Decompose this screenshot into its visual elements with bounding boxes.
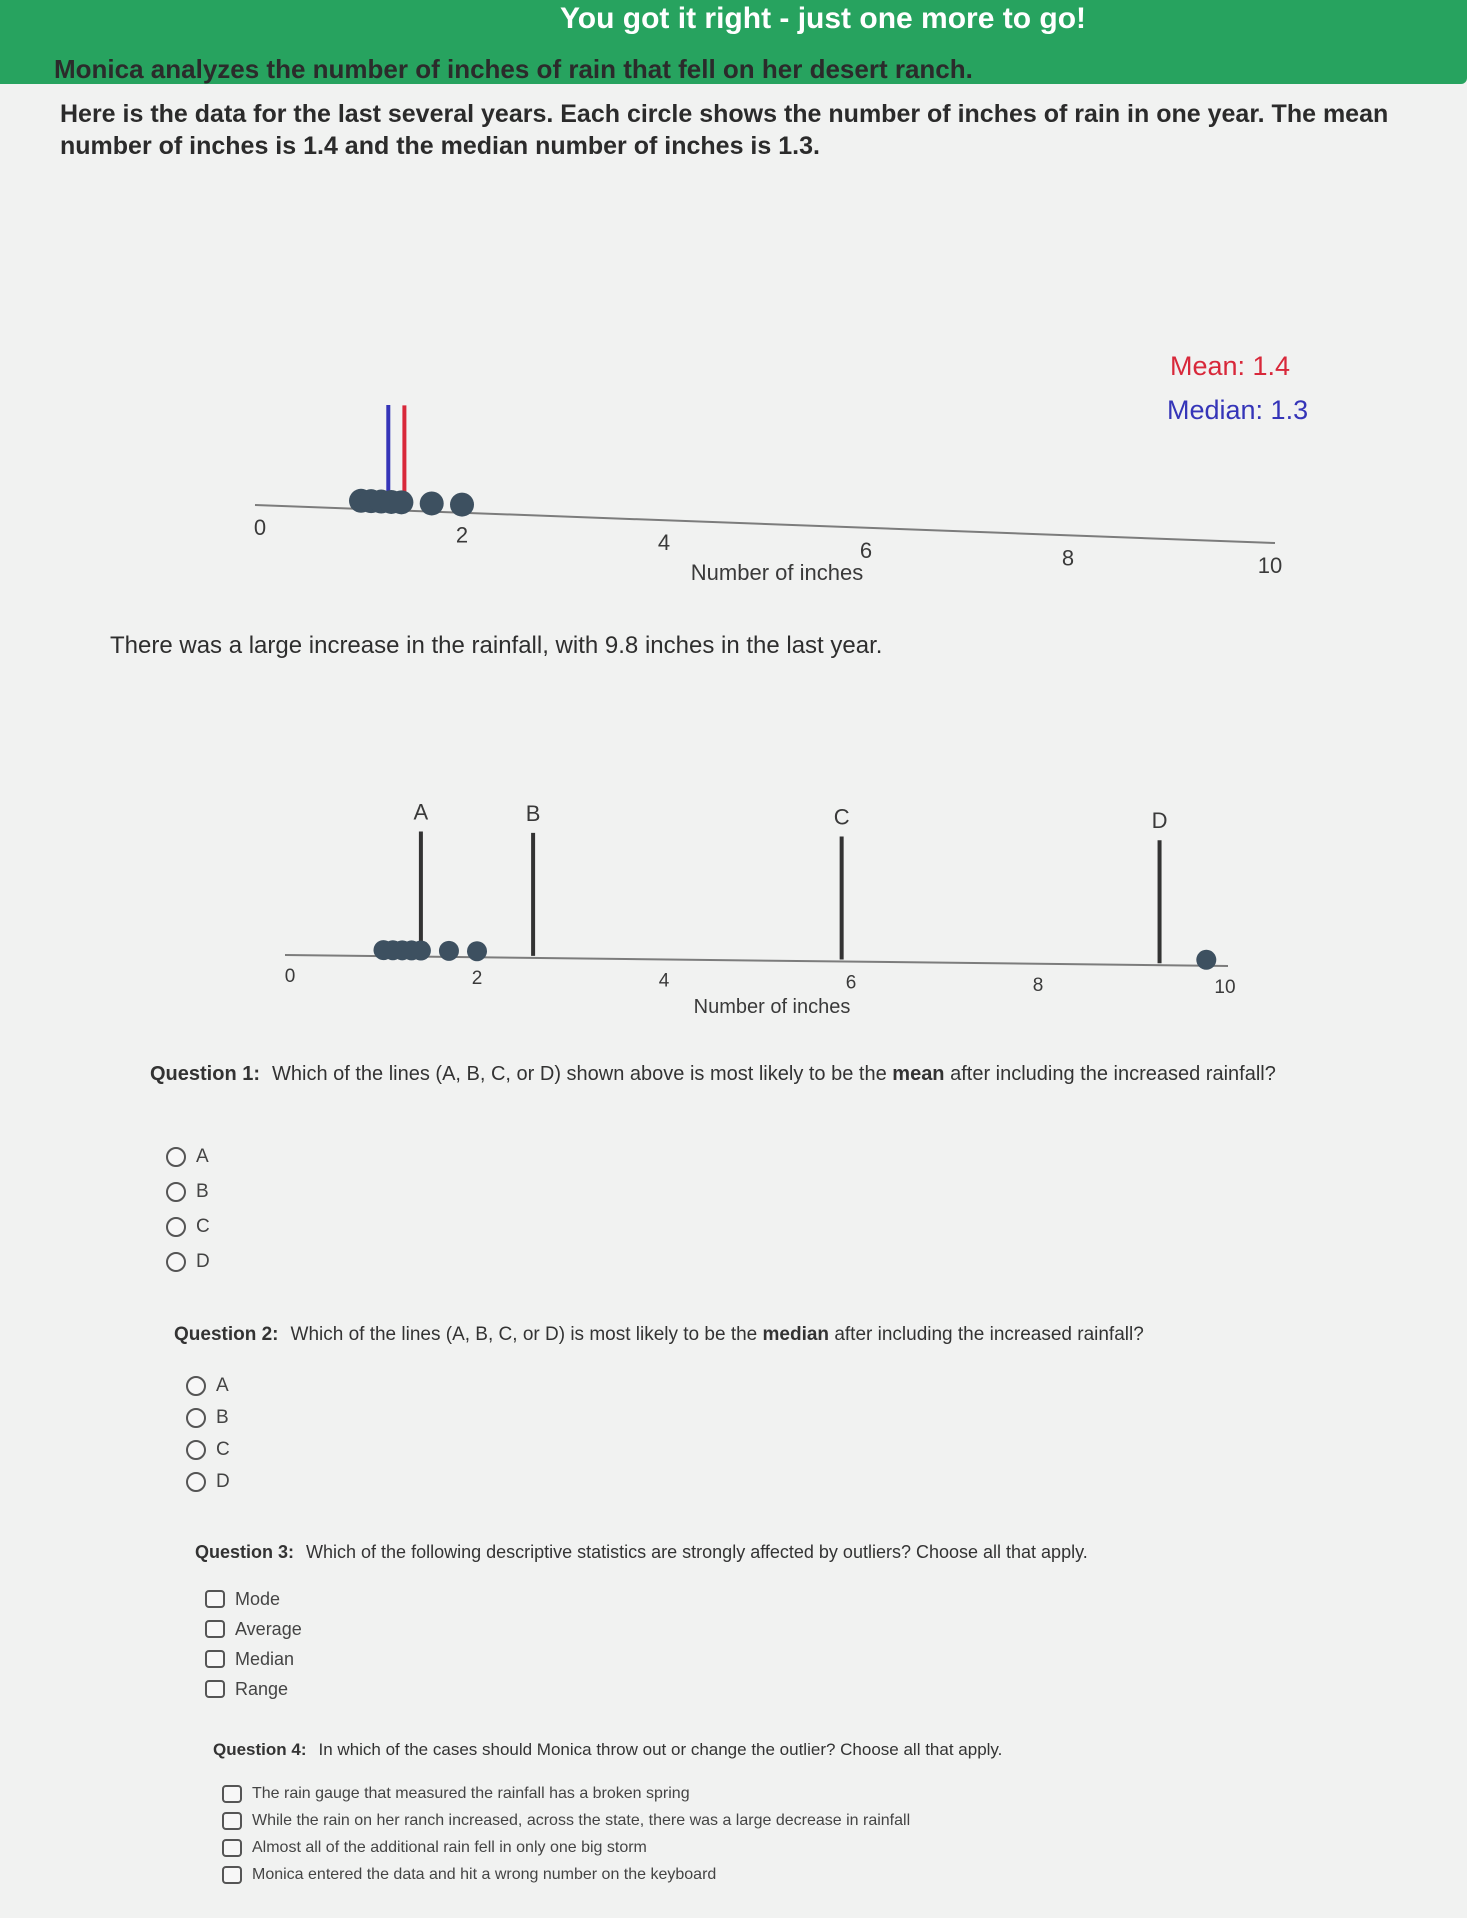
question-2 (174, 1323, 1374, 1347)
median-label: Median: 1.3 (1167, 395, 1309, 425)
increase-statement: There was a large increase in the rainfall, with 9.8 inches in the last year. (110, 632, 883, 659)
question-1-number: Question 1: (150, 1063, 261, 1085)
radio-button[interactable] (166, 1147, 186, 1167)
question-1-keyword: mean (892, 1063, 945, 1085)
option-label: Average (235, 1618, 302, 1639)
radio-button[interactable] (186, 1472, 206, 1492)
question-2-option-c[interactable] (186, 1434, 230, 1466)
question-3-option-mode[interactable] (205, 1584, 302, 1614)
question-4-option-state-decrease[interactable] (222, 1807, 910, 1834)
question-3 (195, 1540, 1395, 1564)
tick-label: 10 (1214, 977, 1236, 998)
tick-label: 0 (253, 515, 267, 540)
data-dot (411, 941, 431, 961)
question-1-option-c[interactable] (166, 1209, 210, 1244)
radio-button[interactable] (186, 1440, 206, 1460)
question-3-option-range[interactable] (205, 1674, 302, 1704)
question-1-option-d[interactable] (166, 1244, 210, 1279)
option-label: The rain gauge that measured the rainfall has a broken spring (252, 1784, 690, 1802)
line-label: D (1151, 808, 1168, 834)
question-2-keyword: median (762, 1324, 830, 1345)
tick-label: 8 (1032, 974, 1044, 996)
option-label: B (216, 1407, 229, 1428)
checkbox[interactable] (222, 1839, 242, 1857)
option-label: Range (235, 1678, 289, 1699)
option-label: While the rain on her ranch increased, across the state, there was a large decrease in rainfall (252, 1811, 911, 1829)
option-label: C (196, 1215, 210, 1237)
dot-plot-original (0, 330, 1467, 590)
data-dot (420, 491, 444, 515)
option-label: Monica entered the data and hit a wrong number on the keyboard (252, 1865, 717, 1883)
radio-button[interactable] (186, 1376, 206, 1396)
data-dot (467, 941, 487, 961)
question-2-number: Question 2: (174, 1324, 279, 1345)
question-3-option-median[interactable] (205, 1644, 302, 1674)
question-1-text-end: after including the increased rainfall? (944, 1063, 1276, 1085)
radio-button[interactable] (166, 1182, 186, 1202)
question-2-text: Which of the lines (A, B, C, or D) is most likely to be the (290, 1324, 763, 1345)
problem-intro: Monica analyzes the number of inches of rain that fell on her desert ranch. (54, 54, 973, 84)
tick-label: 0 (284, 966, 296, 987)
option-label: A (216, 1375, 229, 1396)
question-4 (213, 1738, 1413, 1762)
tick-label: 6 (859, 537, 873, 563)
question-3-option-average[interactable] (205, 1614, 302, 1644)
question-1-option-b[interactable] (166, 1174, 210, 1209)
option-label: D (196, 1250, 210, 1272)
x-axis-label: Number of inches (690, 560, 864, 585)
option-label: B (196, 1180, 209, 1202)
radio-button[interactable] (166, 1217, 186, 1237)
option-label: Median (235, 1648, 295, 1669)
checkbox[interactable] (222, 1785, 242, 1803)
dot-plot-with-outlier (0, 800, 1467, 1030)
checkbox[interactable] (205, 1590, 225, 1608)
line-label: C (833, 804, 850, 830)
tick-label: 4 (658, 970, 670, 992)
option-label: D (216, 1471, 230, 1492)
question-4-option-wrong-number[interactable] (222, 1861, 910, 1888)
question-4-text: In which of the cases should Monica throw out or change the outlier? Choose all that apply. (318, 1740, 1003, 1759)
tick-label: 10 (1257, 553, 1283, 578)
question-1-option-a[interactable] (166, 1139, 210, 1174)
checkbox[interactable] (222, 1866, 242, 1884)
question-3-number: Question 3: (195, 1542, 295, 1562)
question-4-options (222, 1780, 910, 1888)
question-2-option-a[interactable] (186, 1370, 230, 1402)
question-3-options (205, 1584, 302, 1704)
feedback-text: You got it right - just one more to go! (560, 2, 1087, 35)
question-4-option-broken-gauge[interactable] (222, 1780, 910, 1807)
question-4-option-one-storm[interactable] (222, 1834, 910, 1861)
checkbox[interactable] (205, 1650, 225, 1668)
question-1 (150, 1062, 1350, 1086)
option-label: C (216, 1439, 230, 1460)
x-axis-label: Number of inches (693, 996, 851, 1018)
data-dot (389, 490, 413, 514)
radio-button[interactable] (166, 1252, 186, 1272)
option-label: Mode (235, 1588, 281, 1609)
question-2-options (186, 1370, 230, 1498)
tick-label: 2 (471, 968, 483, 990)
tick-label: 4 (657, 530, 671, 556)
tick-label: 8 (1061, 545, 1075, 571)
line-label: A (413, 799, 429, 825)
checkbox[interactable] (222, 1812, 242, 1830)
question-2-option-d[interactable] (186, 1466, 230, 1498)
tick-label: 6 (845, 972, 857, 994)
data-dot (439, 941, 459, 961)
mean-label: Mean: 1.4 (1170, 351, 1291, 381)
checkbox[interactable] (205, 1680, 225, 1698)
question-3-text: Which of the following descriptive statistics are strongly affected by outliers? Choose all that apply. (306, 1542, 1088, 1562)
tick-label: 2 (455, 522, 469, 548)
question-1-options (166, 1139, 210, 1279)
question-2-option-b[interactable] (186, 1402, 230, 1434)
line-label: B (525, 800, 541, 826)
option-label: Almost all of the additional rain fell in only one big storm (252, 1838, 647, 1856)
problem-description: Here is the data for the last several years. Each circle shows the number of inches of rain in one year. The mean number of inches is 1.4 and the median number of inches is 1.3. (60, 100, 1389, 160)
option-label: A (196, 1145, 209, 1167)
question-4-number: Question 4: (213, 1740, 307, 1759)
data-dot (1196, 950, 1216, 970)
question-2-text-end: after including the increased rainfall? (829, 1324, 1144, 1345)
checkbox[interactable] (205, 1620, 225, 1638)
data-dot (450, 493, 474, 517)
question-1-text: Which of the lines (A, B, C, or D) shown above is most likely to be the (272, 1063, 893, 1085)
radio-button[interactable] (186, 1408, 206, 1428)
